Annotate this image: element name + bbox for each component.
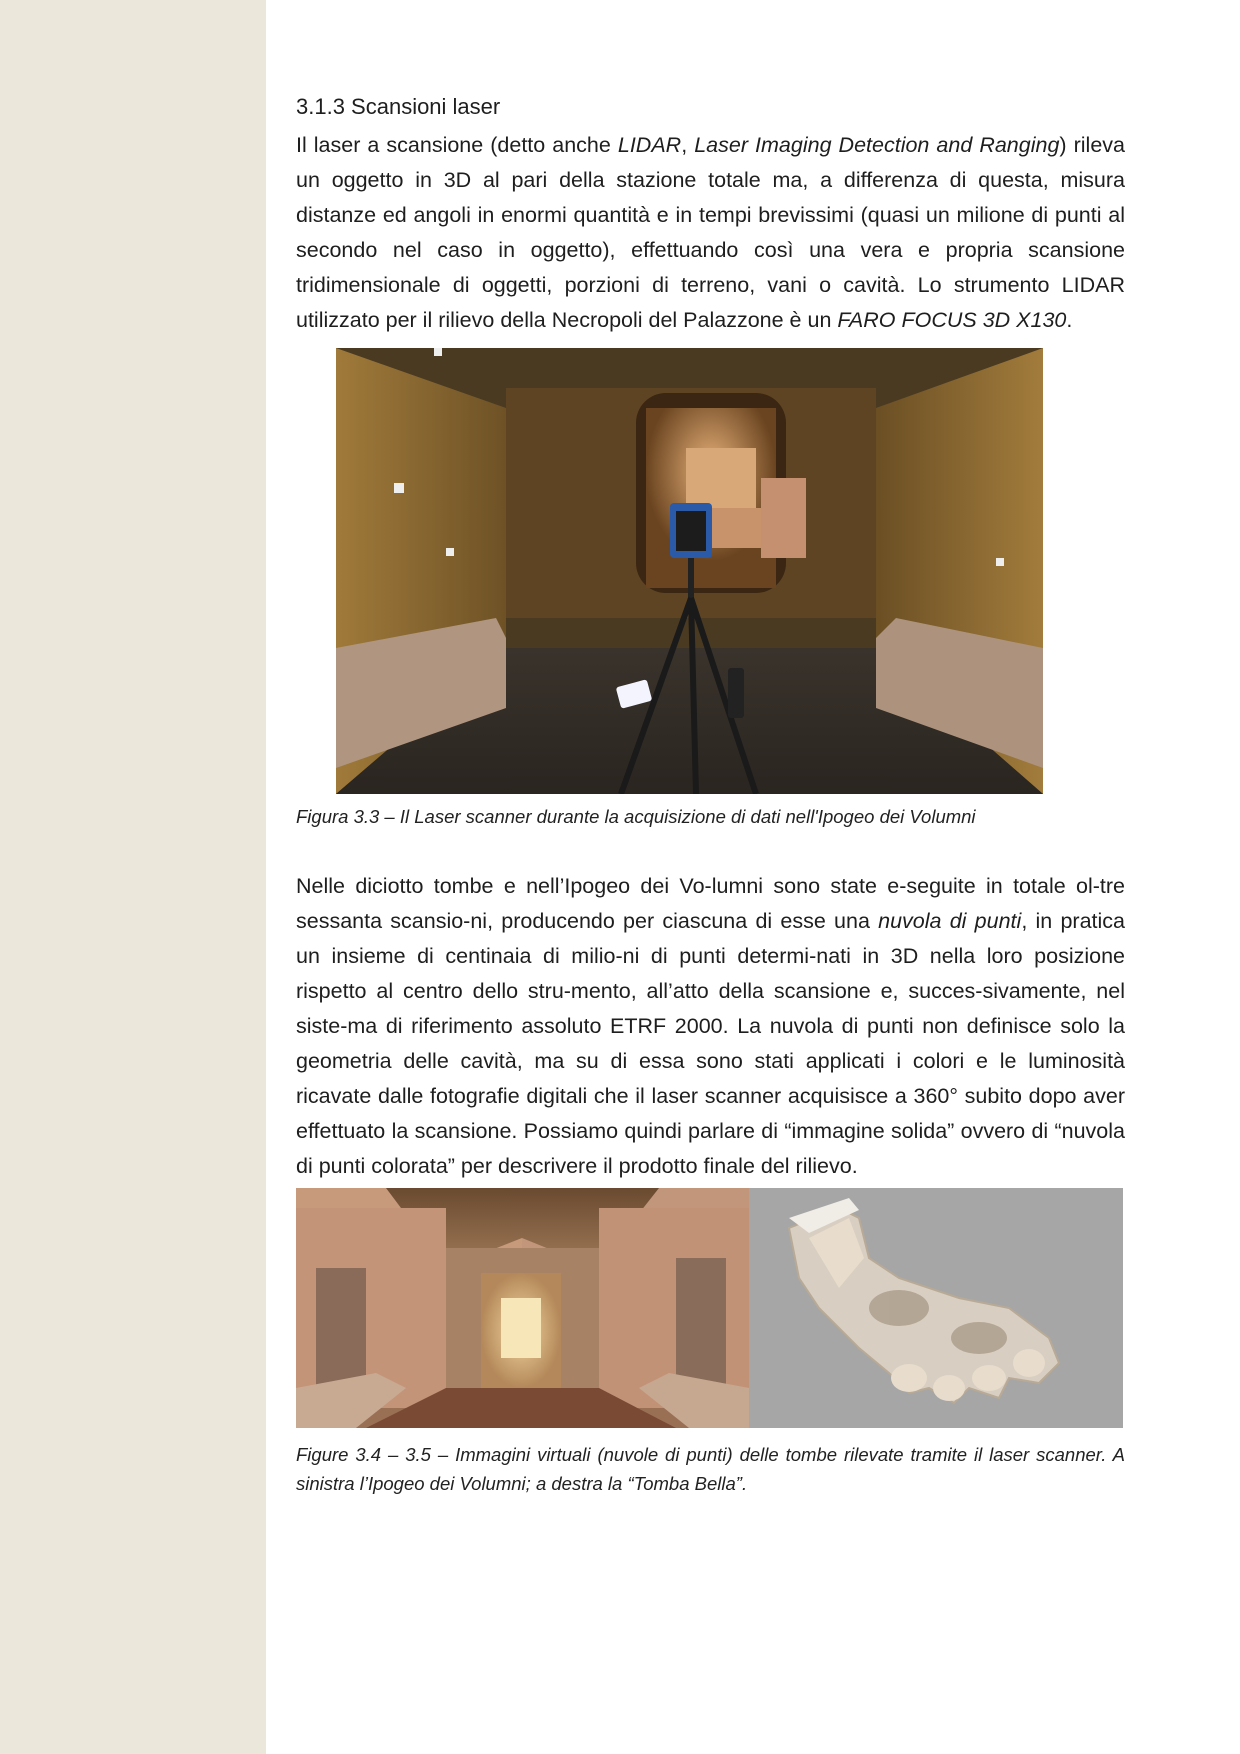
figure-caption-3-4-3-5: Figure 3.4 – 3.5 – Immagini virtuali (nuvole di punti) delle tombe rilevate tramite il laser scanner. A sinistra l’Ipogeo dei Volumni; a destra la “Tomba Bella”.: [296, 1444, 1125, 1494]
text-run: ,: [681, 133, 695, 157]
paragraph-point-cloud: [296, 869, 1125, 1184]
italic-term: LIDAR: [617, 133, 682, 157]
figure-caption-3-3: Figura 3.3 – Il Laser scanner durante la acquisizione di dati nell'Ipogeo dei Volumni: [296, 806, 976, 827]
figure-tomba-bella-render: [749, 1188, 1123, 1428]
italic-term: FARO FOCUS 3D X130: [837, 308, 1067, 332]
figure-ipogeo-volumni-render: [296, 1188, 749, 1428]
text-run: ) rileva un oggetto in 3D al pari della stazione totale ma, a differenza di questa, misura distanze ed angoli in enormi quantità e in tempi brevissimi (quasi un milione di punti al secondo nel caso in oggetto), effettuando così una vera e propria scansione tridimensionale di oggetti, porzioni di terreno, vani o cavità. Lo strumento LIDAR utilizzato per il rilievo della Necropoli del Palazzone è un: [296, 133, 1125, 332]
text-run: .: [1066, 308, 1073, 332]
italic-term: Laser Imaging Detection and Ranging: [694, 133, 1060, 157]
italic-term: nuvola di punti: [878, 909, 1022, 933]
paragraph-lidar-intro: [296, 128, 1125, 338]
figure-laser-scanner-photo: [336, 348, 1043, 794]
figure-row-point-clouds: [296, 1188, 1123, 1428]
page-content: [296, 90, 1125, 1498]
text-run: , in pratica un insieme di centinaia di milio-ni di punti determi-nati in 3D nella loro posizione rispetto al centro dello stru-mento, all’atto della scansione e, succes-sivamente, nel siste-ma di riferimento assoluto ETRF 2000. La nuvola di punti non definisce solo la geometria delle cavità, ma su di essa sono stati applicati i colori e le luminosità ricavate dalle fotografie digitali che il laser scanner acquisisce a 360° subito dopo aver effettuato la scansione. Possiamo quindi parlare di “immagine solida” ovvero di “nuvola di punti colorata” per descrivere il prodotto finale del rilievo.: [296, 909, 1126, 1178]
text-run: Il laser a scansione (detto anche: [296, 133, 618, 157]
text-run: Nelle diciotto tombe e nell’Ipogeo dei Vo-lumni sono state e-seguite in totale ol-tre sessanta scansio-ni, producendo per ciascuna di esse una: [296, 874, 1125, 933]
page-margin-band: [0, 0, 266, 1754]
section-heading: 3.1.3 Scansioni laser: [296, 94, 501, 119]
